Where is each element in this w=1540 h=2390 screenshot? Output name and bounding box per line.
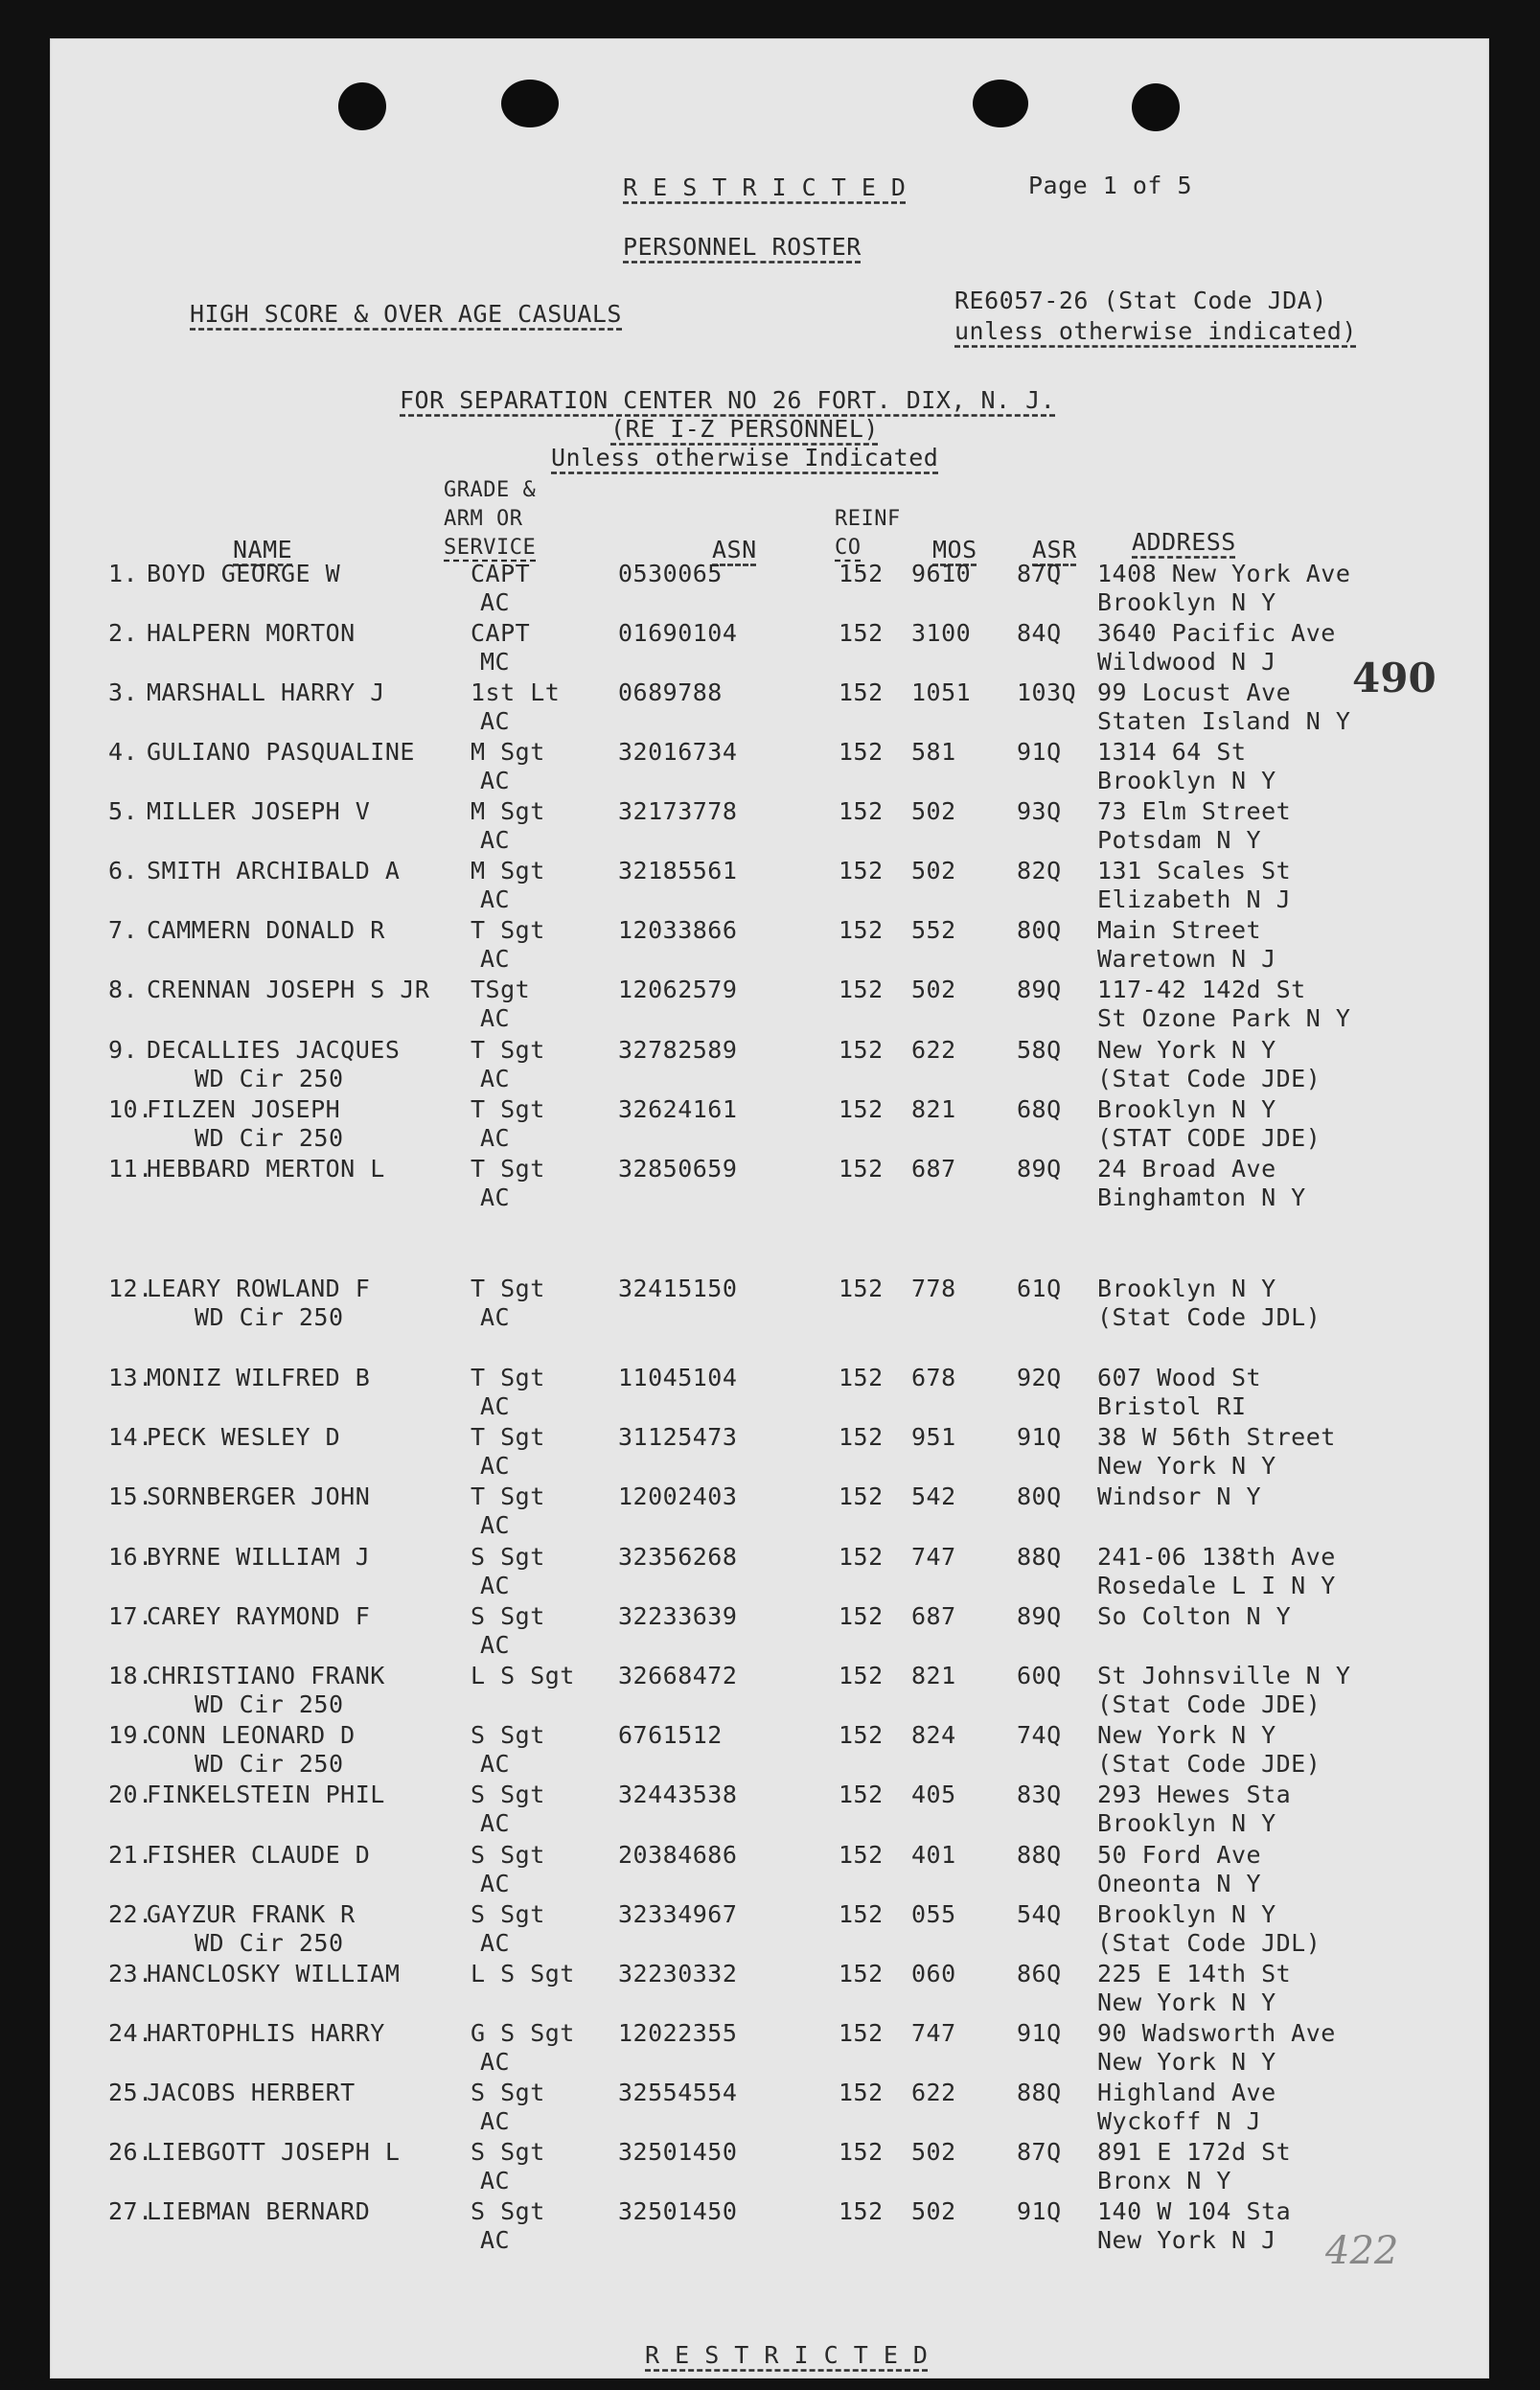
punch-hole (1132, 83, 1180, 131)
punch-hole (501, 80, 559, 127)
rei-personnel: (RE I-Z PERSONNEL) (610, 415, 879, 443)
reinf-co: 152 (839, 976, 884, 1003)
address: Brooklyn N Y (1097, 1275, 1276, 1302)
grade: S Sgt (471, 1841, 545, 1869)
address: 117-42 142d St (1097, 976, 1306, 1003)
asr-score: 86Q (1017, 1960, 1062, 1988)
restricted-footer: R E S T R I C T E D (645, 2341, 929, 2369)
address-line2: Elizabeth N J (1097, 885, 1292, 913)
circular-note: WD Cir 250 (195, 1065, 344, 1092)
mos-code: 405 (911, 1781, 956, 1808)
row-number: 15. (108, 1482, 153, 1510)
serial-number: 32782589 (618, 1036, 738, 1064)
person-name: MONIZ WILFRED B (147, 1364, 371, 1391)
arm-or-service: AC (480, 1750, 511, 1778)
asr-score: 80Q (1017, 1482, 1062, 1510)
address-line2: (Stat Code JDL) (1097, 1929, 1322, 1957)
col-asr: ASR (1032, 536, 1077, 563)
grade: T Sgt (471, 916, 545, 944)
row-number: 6. (108, 857, 139, 885)
address-line2: Brooklyn N Y (1097, 767, 1276, 794)
row-number: 8. (108, 976, 139, 1003)
row-number: 7. (108, 916, 139, 944)
reinf-co: 152 (839, 2019, 884, 2047)
asr-score: 91Q (1017, 738, 1062, 766)
reinf-co: 152 (839, 1841, 884, 1869)
person-name: BYRNE WILLIAM J (147, 1543, 371, 1571)
address-line2: (Stat Code JDE) (1097, 1065, 1322, 1092)
mos-code: 055 (911, 1900, 956, 1928)
address-line2: New York N Y (1097, 1452, 1276, 1480)
grade: M Sgt (471, 797, 545, 825)
grade: S Sgt (471, 1781, 545, 1808)
mos-code: 401 (911, 1841, 956, 1869)
asr-score: 92Q (1017, 1364, 1062, 1391)
address: New York N Y (1097, 1721, 1276, 1749)
mos-code: 687 (911, 1602, 956, 1630)
person-name: MARSHALL HARRY J (147, 678, 385, 706)
arm-or-service: AC (480, 1452, 511, 1480)
document-page (50, 38, 1489, 2379)
address-line2: St Ozone Park N Y (1097, 1004, 1351, 1032)
mos-code: 581 (911, 738, 956, 766)
reinf-co: 152 (839, 1960, 884, 1988)
person-name: SORNBERGER JOHN (147, 1482, 371, 1510)
address: 225 E 14th St (1097, 1960, 1292, 1988)
asr-score: 91Q (1017, 2197, 1062, 2225)
person-name: LEARY ROWLAND F (147, 1275, 371, 1302)
grade: S Sgt (471, 1602, 545, 1630)
arm-or-service: AC (480, 1392, 511, 1420)
address: 38 W 56th Street (1097, 1423, 1336, 1451)
serial-number: 12022355 (618, 2019, 738, 2047)
mos-code: 747 (911, 2019, 956, 2047)
grade: T Sgt (471, 1482, 545, 1510)
serial-number: 20384686 (618, 1841, 738, 1869)
address: 607 Wood St (1097, 1364, 1262, 1391)
asr-score: 91Q (1017, 2019, 1062, 2047)
address: So Colton N Y (1097, 1602, 1292, 1630)
mos-code: 821 (911, 1095, 956, 1123)
mos-code: 542 (911, 1482, 956, 1510)
arm-or-service: AC (480, 1511, 511, 1539)
person-name: FISHER CLAUDE D (147, 1841, 371, 1869)
address-line2: Oneonta N Y (1097, 1870, 1262, 1897)
address-line2: Bronx N Y (1097, 2167, 1231, 2195)
reinf-co: 152 (839, 797, 884, 825)
category-title: HIGH SCORE & OVER AGE CASUALS (190, 300, 622, 328)
person-name: GULIANO PASQUALINE (147, 738, 415, 766)
row-number: 9. (108, 1036, 139, 1064)
asr-score: 60Q (1017, 1662, 1062, 1689)
asr-score: 87Q (1017, 2138, 1062, 2166)
asr-score: 84Q (1017, 619, 1062, 647)
serial-number: 32415150 (618, 1275, 738, 1302)
serial-number: 32356268 (618, 1543, 738, 1571)
circular-note: WD Cir 250 (195, 1303, 344, 1331)
arm-or-service: AC (480, 1004, 511, 1032)
reinf-co: 152 (839, 1364, 884, 1391)
address-line2: (Stat Code JDL) (1097, 1303, 1322, 1331)
circular-note: WD Cir 250 (195, 1750, 344, 1778)
reinf-co: 152 (839, 1482, 884, 1510)
mos-code: 502 (911, 857, 956, 885)
row-number: 24. (108, 2019, 153, 2047)
asr-score: 88Q (1017, 1543, 1062, 1571)
reinf-co: 152 (839, 1155, 884, 1183)
col-asn: ASN (712, 536, 757, 563)
person-name: HARTOPHLIS HARRY (147, 2019, 385, 2047)
row-number: 20. (108, 1781, 153, 1808)
arm-or-service: AC (480, 826, 511, 854)
reinf-co: 152 (839, 1543, 884, 1571)
asr-score: 82Q (1017, 857, 1062, 885)
arm-or-service: MC (480, 648, 511, 676)
serial-number: 32173778 (618, 797, 738, 825)
reinf-co: 152 (839, 2138, 884, 2166)
arm-or-service: AC (480, 2167, 511, 2195)
asr-score: 68Q (1017, 1095, 1062, 1123)
asr-score: 61Q (1017, 1275, 1062, 1302)
row-number: 13. (108, 1364, 153, 1391)
address: 293 Hewes Sta (1097, 1781, 1292, 1808)
address: 891 E 172d St (1097, 2138, 1292, 2166)
col-reinf: REINF (835, 507, 901, 531)
address-line2: Staten Island N Y (1097, 707, 1351, 735)
person-name: DECALLIES JACQUES (147, 1036, 401, 1064)
grade: M Sgt (471, 857, 545, 885)
restricted-header: R E S T R I C T E D (623, 173, 907, 201)
grade: T Sgt (471, 1423, 545, 1451)
reinf-co: 152 (839, 2197, 884, 2225)
serial-number: 32624161 (618, 1095, 738, 1123)
grade: T Sgt (471, 1364, 545, 1391)
address: Brooklyn N Y (1097, 1095, 1276, 1123)
person-name: SMITH ARCHIBALD A (147, 857, 401, 885)
handwritten-number: 422 (1325, 2229, 1399, 2273)
punch-hole (973, 80, 1028, 127)
grade: S Sgt (471, 2197, 545, 2225)
asr-score: 91Q (1017, 1423, 1062, 1451)
grade: S Sgt (471, 2138, 545, 2166)
reinf-co: 152 (839, 1036, 884, 1064)
grade: L S Sgt (471, 1662, 575, 1689)
asr-score: 87Q (1017, 560, 1062, 587)
serial-number: 32501450 (618, 2138, 738, 2166)
address-line2: Waretown N J (1097, 945, 1276, 973)
asr-score: 89Q (1017, 1155, 1062, 1183)
asr-score: 74Q (1017, 1721, 1062, 1749)
row-number: 25. (108, 2079, 153, 2106)
grade: T Sgt (471, 1036, 545, 1064)
row-number: 1. (108, 560, 139, 587)
row-number: 12. (108, 1275, 153, 1302)
col-name: NAME (233, 536, 293, 563)
address: Windsor N Y (1097, 1482, 1262, 1510)
circular-note: WD Cir 250 (195, 1929, 344, 1957)
col-grade: ARM OR (444, 507, 523, 531)
person-name: FILZEN JOSEPH (147, 1095, 341, 1123)
person-name: CONN LEONARD D (147, 1721, 356, 1749)
serial-number: 6761512 (618, 1721, 723, 1749)
row-number: 18. (108, 1662, 153, 1689)
person-name: HALPERN MORTON (147, 619, 356, 647)
asr-score: 88Q (1017, 2079, 1062, 2106)
person-name: HEBBARD MERTON L (147, 1155, 385, 1183)
asr-score: 88Q (1017, 1841, 1062, 1869)
mos-code: 747 (911, 1543, 956, 1571)
row-number: 21. (108, 1841, 153, 1869)
row-number: 10. (108, 1095, 153, 1123)
serial-number: 32443538 (618, 1781, 738, 1808)
roster-title: PERSONNEL ROSTER (623, 233, 862, 261)
asr-score: 83Q (1017, 1781, 1062, 1808)
asr-score: 54Q (1017, 1900, 1062, 1928)
grade: CAPT (471, 619, 531, 647)
address-line2: (STAT CODE JDE) (1097, 1124, 1322, 1152)
reinf-co: 152 (839, 1721, 884, 1749)
arm-or-service: AC (480, 1929, 511, 1957)
handwritten-number: 490 (1352, 655, 1437, 701)
mos-code: 502 (911, 2197, 956, 2225)
separation-center: FOR SEPARATION CENTER NO 26 FORT. DIX, N. J. (400, 386, 1056, 414)
reinf-co: 152 (839, 1781, 884, 1808)
address-line2: Brooklyn N Y (1097, 1809, 1276, 1837)
serial-number: 0689788 (618, 678, 723, 706)
mos-code: 552 (911, 916, 956, 944)
asr-score: 89Q (1017, 976, 1062, 1003)
person-name: JACOBS HERBERT (147, 2079, 356, 2106)
reinf-co: 152 (839, 1423, 884, 1451)
person-name: LIEBGOTT JOSEPH L (147, 2138, 401, 2166)
address: 90 Wadsworth Ave (1097, 2019, 1336, 2047)
reinf-co: 152 (839, 560, 884, 587)
serial-number: 32230332 (618, 1960, 738, 1988)
address-line2: Rosedale L I N Y (1097, 1572, 1336, 1599)
mos-code: 778 (911, 1275, 956, 1302)
address-line2: Wyckoff N J (1097, 2107, 1262, 2135)
address-line2: Potsdam N Y (1097, 826, 1262, 854)
address-line2: Bristol RI (1097, 1392, 1247, 1420)
row-number: 4. (108, 738, 139, 766)
address: 99 Locust Ave (1097, 678, 1292, 706)
arm-or-service: AC (480, 1809, 511, 1837)
mos-code: 3100 (911, 619, 972, 647)
serial-number: 32233639 (618, 1602, 738, 1630)
reinf-co: 152 (839, 857, 884, 885)
serial-number: 01690104 (618, 619, 738, 647)
reinf-co: 152 (839, 1095, 884, 1123)
asr-score: 103Q (1017, 678, 1077, 706)
reinf-co: 152 (839, 1900, 884, 1928)
person-name: GAYZUR FRANK R (147, 1900, 356, 1928)
mos-code: 502 (911, 797, 956, 825)
mos-code: 9610 (911, 560, 972, 587)
row-number: 2. (108, 619, 139, 647)
mos-code: 821 (911, 1662, 956, 1689)
arm-or-service: AC (480, 2226, 511, 2254)
arm-or-service: AC (480, 1870, 511, 1897)
unless-indicated: Unless otherwise Indicated (551, 444, 939, 471)
grade: T Sgt (471, 1095, 545, 1123)
col-grade: SERVICE (444, 536, 537, 560)
reinf-co: 152 (839, 1275, 884, 1302)
grade: CAPT (471, 560, 531, 587)
serial-number: 32185561 (618, 857, 738, 885)
serial-number: 32501450 (618, 2197, 738, 2225)
mos-code: 678 (911, 1364, 956, 1391)
mos-code: 622 (911, 2079, 956, 2106)
person-name: CAMMERN DONALD R (147, 916, 385, 944)
arm-or-service: AC (480, 1572, 511, 1599)
arm-or-service: AC (480, 1303, 511, 1331)
person-name: HANCLOSKY WILLIAM (147, 1960, 401, 1988)
asr-score: 93Q (1017, 797, 1062, 825)
row-number: 14. (108, 1423, 153, 1451)
punch-hole (338, 82, 386, 130)
page-number: Page 1 of 5 (1028, 172, 1193, 199)
address-line2: Binghamton N Y (1097, 1184, 1306, 1211)
serial-number: 32850659 (618, 1155, 738, 1183)
address: 140 W 104 Sta (1097, 2197, 1292, 2225)
mos-code: 1051 (911, 678, 972, 706)
address-line2: New York N Y (1097, 1988, 1276, 2016)
address: Highland Ave (1097, 2079, 1276, 2106)
grade: G S Sgt (471, 2019, 575, 2047)
arm-or-service: AC (480, 885, 511, 913)
arm-or-service: AC (480, 2107, 511, 2135)
arm-or-service: AC (480, 2048, 511, 2076)
arm-or-service: AC (480, 1124, 511, 1152)
address: St Johnsville N Y (1097, 1662, 1351, 1689)
arm-or-service: AC (480, 588, 511, 616)
arm-or-service: AC (480, 1184, 511, 1211)
address-line2: Wildwood N J (1097, 648, 1276, 676)
arm-or-service: AC (480, 767, 511, 794)
address: 3640 Pacific Ave (1097, 619, 1336, 647)
col-address: ADDRESS (1132, 528, 1236, 556)
grade: TSgt (471, 976, 531, 1003)
arm-or-service: AC (480, 707, 511, 735)
grade: S Sgt (471, 2079, 545, 2106)
row-number: 16. (108, 1543, 153, 1571)
mos-code: 687 (911, 1155, 956, 1183)
serial-number: 32554554 (618, 2079, 738, 2106)
mos-code: 951 (911, 1423, 956, 1451)
address-line2: (Stat Code JDE) (1097, 1690, 1322, 1718)
row-number: 11. (108, 1155, 153, 1183)
grade: 1st Lt (471, 678, 561, 706)
reinf-co: 152 (839, 678, 884, 706)
serial-number: 12062579 (618, 976, 738, 1003)
grade: L S Sgt (471, 1960, 575, 1988)
grade: M Sgt (471, 738, 545, 766)
grade: S Sgt (471, 1543, 545, 1571)
row-number: 26. (108, 2138, 153, 2166)
serial-number: 32334967 (618, 1900, 738, 1928)
mos-code: 060 (911, 1960, 956, 1988)
reinf-co: 152 (839, 1662, 884, 1689)
person-name: BOYD GEORGE W (147, 560, 341, 587)
circular-note: WD Cir 250 (195, 1124, 344, 1152)
serial-number: 12002403 (618, 1482, 738, 1510)
mos-code: 622 (911, 1036, 956, 1064)
address: Brooklyn N Y (1097, 1900, 1276, 1928)
row-number: 19. (108, 1721, 153, 1749)
grade: T Sgt (471, 1275, 545, 1302)
person-name: CRENNAN JOSEPH S JR (147, 976, 430, 1003)
asr-score: 80Q (1017, 916, 1062, 944)
address: 241-06 138th Ave (1097, 1543, 1336, 1571)
row-number: 5. (108, 797, 139, 825)
mos-code: 824 (911, 1721, 956, 1749)
serial-number: 32016734 (618, 738, 738, 766)
serial-number: 11045104 (618, 1364, 738, 1391)
address-line2: New York N Y (1097, 2048, 1276, 2076)
serial-number: 32668472 (618, 1662, 738, 1689)
serial-number: 31125473 (618, 1423, 738, 1451)
reinf-co: 152 (839, 916, 884, 944)
address-line2: New York N J (1097, 2226, 1276, 2254)
asr-score: 58Q (1017, 1036, 1062, 1064)
col-reinf: CO (835, 536, 862, 560)
address: 1314 64 St (1097, 738, 1247, 766)
row-number: 3. (108, 678, 139, 706)
reinf-co: 152 (839, 619, 884, 647)
arm-or-service: AC (480, 1631, 511, 1659)
serial-number: 12033866 (618, 916, 738, 944)
address: 24 Broad Ave (1097, 1155, 1276, 1183)
person-name: CHRISTIANO FRANK (147, 1662, 385, 1689)
serial-number: 0530065 (618, 560, 723, 587)
address: 50 Ford Ave (1097, 1841, 1262, 1869)
mos-code: 502 (911, 976, 956, 1003)
col-grade: GRADE & (444, 478, 537, 502)
row-number: 17. (108, 1602, 153, 1630)
arm-or-service: AC (480, 1065, 511, 1092)
grade: T Sgt (471, 1155, 545, 1183)
person-name: LIEBMAN BERNARD (147, 2197, 371, 2225)
address: 1408 New York Ave (1097, 560, 1351, 587)
grade: S Sgt (471, 1900, 545, 1928)
reinf-co: 152 (839, 738, 884, 766)
reinf-co: 152 (839, 1602, 884, 1630)
address-line2: (Stat Code JDE) (1097, 1750, 1322, 1778)
row-number: 27. (108, 2197, 153, 2225)
row-number: 22. (108, 1900, 153, 1928)
address: 73 Elm Street (1097, 797, 1292, 825)
person-name: CAREY RAYMOND F (147, 1602, 371, 1630)
grade: S Sgt (471, 1721, 545, 1749)
mos-code: 502 (911, 2138, 956, 2166)
address: 131 Scales St (1097, 857, 1292, 885)
address-line2: Brooklyn N Y (1097, 588, 1276, 616)
address: Main Street (1097, 916, 1262, 944)
arm-or-service: AC (480, 945, 511, 973)
col-mos: MOS (932, 536, 977, 563)
person-name: MILLER JOSEPH V (147, 797, 371, 825)
circular-note: WD Cir 250 (195, 1690, 344, 1718)
person-name: FINKELSTEIN PHIL (147, 1781, 385, 1808)
address: New York N Y (1097, 1036, 1276, 1064)
re-code: RE6057-26 (Stat Code JDA) (954, 287, 1327, 314)
reinf-co: 152 (839, 2079, 884, 2106)
re-code-note: unless otherwise indicated) (954, 317, 1357, 345)
row-number: 23. (108, 1960, 153, 1988)
asr-score: 89Q (1017, 1602, 1062, 1630)
person-name: PECK WESLEY D (147, 1423, 341, 1451)
